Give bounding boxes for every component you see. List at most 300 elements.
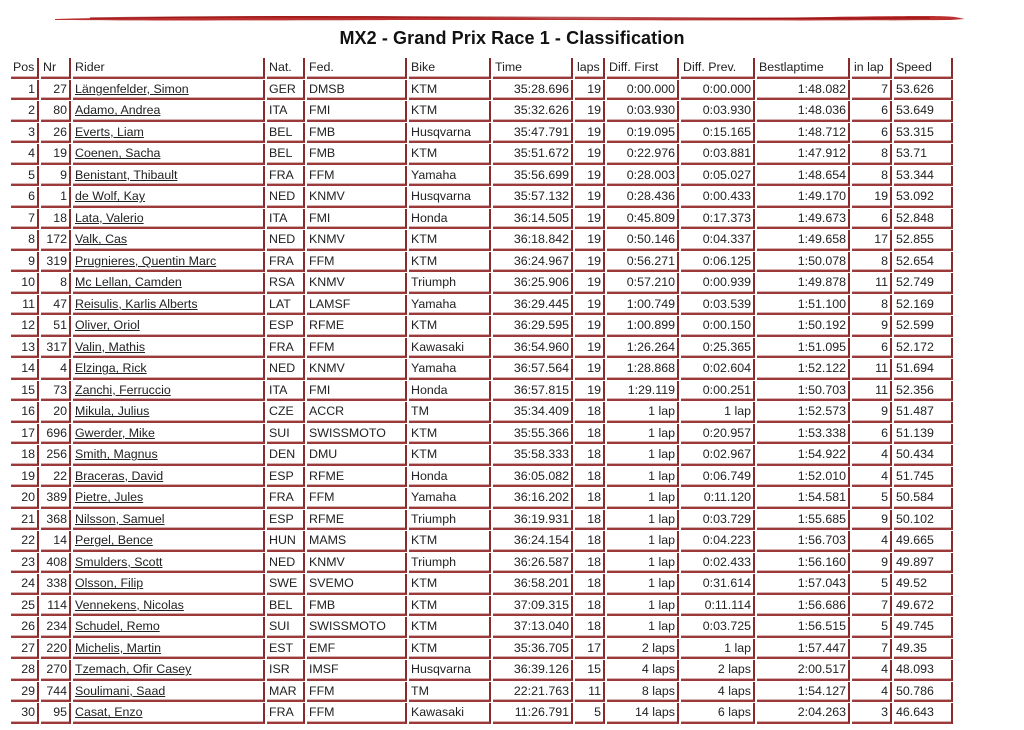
cell-bike: Yamaha [409,359,491,380]
cell-in-lap: 19 [852,187,892,208]
rider-link[interactable]: Smith, Magnus [75,447,158,462]
cell-nr: 4 [41,359,71,380]
cell-pos: 13 [11,338,39,359]
cell-rider [73,596,265,617]
cell-rider [73,80,265,101]
cell-pos: 24 [11,574,39,595]
cell-pos: 15 [11,381,39,402]
cell-laps: 18 [575,424,605,445]
cell-laps: 19 [575,144,605,165]
cell-pos: 9 [11,252,39,273]
cell-bestlaptime: 1:55.685 [757,510,850,531]
cell-bike: Triumph [409,273,491,294]
cell-in-lap: 4 [852,445,892,466]
rider-link[interactable]: Pietre, Jules [75,490,144,505]
cell-diff-first: 1 lap [607,488,679,509]
cell-fed: FMB [307,596,407,617]
cell-laps: 19 [575,123,605,144]
cell-laps: 18 [575,531,605,552]
cell-time: 36:19.931 [493,510,573,531]
cell-bestlaptime: 2:00.517 [757,660,850,681]
table-row [11,596,953,617]
cell-in-lap: 9 [852,316,892,337]
cell-pos: 4 [11,144,39,165]
cell-nat: ITA [267,209,305,230]
cell-bike: Yamaha [409,488,491,509]
cell-diff-first: 1 lap [607,596,679,617]
cell-speed: 50.102 [894,510,953,531]
cell-time: 35:47.791 [493,123,573,144]
cell-diff-prev: 1 lap [681,402,755,423]
cell-in-lap: 4 [852,531,892,552]
cell-speed: 51.694 [894,359,953,380]
cell-in-lap: 6 [852,123,892,144]
cell-rider [73,660,265,681]
cell-nat: GER [267,80,305,101]
cell-speed: 52.169 [894,295,953,316]
cell-nat: ESP [267,467,305,488]
cell-diff-first: 0:56.271 [607,252,679,273]
cell-diff-prev: 0:03.725 [681,617,755,638]
cell-diff-first: 2 laps [607,639,679,660]
cell-diff-prev: 0:00.433 [681,187,755,208]
cell-bike: TM [409,402,491,423]
cell-fed: KNMV [307,187,407,208]
cell-laps: 19 [575,359,605,380]
cell-speed: 53.344 [894,166,953,187]
cell-in-lap: 5 [852,488,892,509]
cell-laps: 19 [575,316,605,337]
rider-link[interactable]: Everts, Liam [75,124,144,139]
cell-bestlaptime: 1:54.581 [757,488,850,509]
cell-pos: 17 [11,424,39,445]
cell-diff-prev: 0:02.604 [681,359,755,380]
cell-pos: 23 [11,553,39,574]
cell-time: 35:32.626 [493,101,573,122]
rider-link[interactable]: Mikula, Julius [75,404,150,419]
cell-bestlaptime: 1:56.160 [757,553,850,574]
cell-in-lap: 8 [852,295,892,316]
cell-time: 36:57.564 [493,359,573,380]
cell-diff-prev: 0:00.000 [681,80,755,101]
rider-link[interactable]: Oliver, Oriol [75,318,140,333]
rider-link[interactable]: Soulimani, Saad [75,683,166,698]
cell-nr: 338 [41,574,71,595]
cell-nr: 172 [41,230,71,251]
cell-bestlaptime: 1:57.447 [757,639,850,660]
table-row [11,639,953,660]
cell-diff-prev: 1 lap [681,639,755,660]
cell-in-lap: 5 [852,617,892,638]
cell-pos: 11 [11,295,39,316]
cell-speed: 53.649 [894,101,953,122]
cell-diff-first: 0:22.976 [607,144,679,165]
cell-laps: 19 [575,166,605,187]
table-row [11,402,953,423]
cell-diff-first: 0:03.930 [607,101,679,122]
cell-nat: MAR [267,682,305,703]
cell-nat: ITA [267,101,305,122]
cell-bestlaptime: 1:50.703 [757,381,850,402]
cell-fed: FFM [307,338,407,359]
cell-nat: ISR [267,660,305,681]
cell-diff-prev: 0:02.433 [681,553,755,574]
cell-rider [73,424,265,445]
rider-link[interactable]: Prugnieres, Quentin Marc [75,253,217,268]
cell-diff-prev: 0:02.967 [681,445,755,466]
cell-fed: FMI [307,101,407,122]
cell-in-lap: 9 [852,510,892,531]
cell-time: 35:55.366 [493,424,573,445]
cell-diff-first: 1 lap [607,617,679,638]
cell-nr: 368 [41,510,71,531]
cell-time: 36:14.505 [493,209,573,230]
cell-time: 36:16.202 [493,488,573,509]
cell-nat: LAT [267,295,305,316]
cell-in-lap: 8 [852,144,892,165]
cell-bestlaptime: 1:54.922 [757,445,850,466]
cell-diff-first: 1 lap [607,510,679,531]
cell-time: 37:13.040 [493,617,573,638]
cell-rider [73,316,265,337]
cell-bestlaptime: 1:52.122 [757,359,850,380]
cell-bike: KTM [409,144,491,165]
cell-bike: TM [409,682,491,703]
table-row [11,531,953,552]
cell-rider [73,166,265,187]
cell-rider [73,144,265,165]
rider-link[interactable]: Coenen, Sacha [75,146,161,161]
rider-link[interactable]: Längenfelder, Simon [75,81,189,96]
cell-time: 35:36.705 [493,639,573,660]
cell-nr: 47 [41,295,71,316]
cell-diff-first: 1 lap [607,424,679,445]
cell-in-lap: 6 [852,209,892,230]
cell-pos: 6 [11,187,39,208]
cell-fed: FMB [307,123,407,144]
cell-diff-prev: 6 laps [681,703,755,724]
cell-nat: RSA [267,273,305,294]
cell-time: 35:57.132 [493,187,573,208]
column-header-nr: Nr [41,58,71,79]
cell-nr: 234 [41,617,71,638]
cell-bike: Triumph [409,553,491,574]
rider-link[interactable]: Braceras, David [75,468,164,483]
table-row [11,574,953,595]
rider-link[interactable]: Benistant, Thibault [75,167,178,182]
cell-diff-prev: 0:00.939 [681,273,755,294]
cell-pos: 14 [11,359,39,380]
cell-nat: BEL [267,596,305,617]
cell-pos: 30 [11,703,39,724]
cell-laps: 5 [575,703,605,724]
cell-bike: KTM [409,574,491,595]
cell-bike: KTM [409,80,491,101]
cell-bike: KTM [409,596,491,617]
cell-time: 22:21.763 [493,682,573,703]
column-header-fed: Fed. [307,58,407,79]
cell-bike: KTM [409,531,491,552]
cell-pos: 27 [11,639,39,660]
cell-nat: ITA [267,381,305,402]
cell-bestlaptime: 1:48.036 [757,101,850,122]
cell-rider [73,703,265,724]
cell-speed: 50.786 [894,682,953,703]
cell-speed: 52.599 [894,316,953,337]
cell-pos: 21 [11,510,39,531]
rider-link[interactable]: de Wolf, Kay [75,189,146,204]
cell-fed: KNMV [307,230,407,251]
cell-rider [73,639,265,660]
cell-nr: 18 [41,209,71,230]
cell-nat: SUI [267,424,305,445]
cell-time: 11:26.791 [493,703,573,724]
cell-diff-prev: 0:05.027 [681,166,755,187]
rider-link[interactable]: Tzemach, Ofir Casey [75,662,192,677]
cell-nr: 220 [41,639,71,660]
cell-fed: RFME [307,510,407,531]
cell-rider [73,402,265,423]
cell-bestlaptime: 1:48.712 [757,123,850,144]
cell-bike: Husqvarna [409,187,491,208]
cell-bike: KTM [409,230,491,251]
cell-bestlaptime: 1:49.673 [757,209,850,230]
cell-in-lap: 11 [852,359,892,380]
rider-link[interactable]: Mc Lellan, Camden [75,275,182,290]
column-header-in-lap: in lap [852,58,892,79]
cell-nr: 14 [41,531,71,552]
cell-nat: FRA [267,252,305,273]
rider-link[interactable]: Zanchi, Ferruccio [75,382,171,397]
table-row [11,123,953,144]
cell-time: 36:18.842 [493,230,573,251]
cell-fed: DMU [307,445,407,466]
rider-link[interactable]: Lata, Valerio [75,210,144,225]
cell-laps: 19 [575,273,605,294]
cell-nr: 80 [41,101,71,122]
table-header-row [11,58,953,79]
cell-nr: 22 [41,467,71,488]
cell-laps: 11 [575,682,605,703]
table-row [11,295,953,316]
cell-time: 35:58.333 [493,445,573,466]
rider-link[interactable]: Valin, Mathis [75,339,146,354]
cell-rider [73,252,265,273]
cell-in-lap: 4 [852,660,892,681]
cell-speed: 52.749 [894,273,953,294]
cell-nr: 319 [41,252,71,273]
cell-laps: 15 [575,660,605,681]
table-row [11,617,953,638]
rider-link[interactable]: Valk, Cas [75,232,128,247]
cell-bike: Yamaha [409,166,491,187]
cell-in-lap: 4 [852,467,892,488]
cell-in-lap: 8 [852,166,892,187]
cell-nat: SUI [267,617,305,638]
cell-fed: FMI [307,381,407,402]
cell-nr: 8 [41,273,71,294]
rider-link[interactable]: Gwerder, Mike [75,425,155,440]
cell-bike: Husqvarna [409,123,491,144]
cell-nr: 19 [41,144,71,165]
cell-nat: DEN [267,445,305,466]
cell-speed: 53.71 [894,144,953,165]
rider-link[interactable]: Casat, Enzo [75,705,143,720]
cell-in-lap: 11 [852,273,892,294]
cell-time: 36:25.906 [493,273,573,294]
cell-fed: ACCR [307,402,407,423]
table-row [11,424,953,445]
cell-fed: EMF [307,639,407,660]
cell-in-lap: 7 [852,639,892,660]
cell-nr: 1 [41,187,71,208]
cell-pos: 12 [11,316,39,337]
cell-nat: SWE [267,574,305,595]
cell-bestlaptime: 1:50.078 [757,252,850,273]
cell-time: 36:05.082 [493,467,573,488]
table-row [11,703,953,724]
rider-link[interactable]: Vennekens, Nicolas [75,597,184,612]
cell-rider [73,209,265,230]
cell-diff-prev: 0:11.120 [681,488,755,509]
cell-laps: 18 [575,402,605,423]
table-row [11,166,953,187]
cell-diff-first: 0:19.095 [607,123,679,144]
cell-bestlaptime: 1:56.515 [757,617,850,638]
cell-diff-first: 1 lap [607,531,679,552]
table-row [11,660,953,681]
table-row [11,209,953,230]
table-row [11,488,953,509]
decorative-brush-stroke [50,12,970,24]
cell-laps: 18 [575,596,605,617]
cell-in-lap: 7 [852,80,892,101]
rider-link[interactable]: Adamo, Andrea [75,103,161,118]
cell-bike: KTM [409,316,491,337]
cell-rider [73,445,265,466]
cell-diff-first: 0:28.436 [607,187,679,208]
cell-diff-first: 4 laps [607,660,679,681]
cell-diff-first: 1:00.899 [607,316,679,337]
cell-nat: HUN [267,531,305,552]
cell-speed: 51.745 [894,467,953,488]
cell-laps: 18 [575,467,605,488]
cell-laps: 18 [575,488,605,509]
cell-time: 36:57.815 [493,381,573,402]
column-header-bike: Bike [409,58,491,79]
cell-pos: 16 [11,402,39,423]
cell-nr: 389 [41,488,71,509]
cell-speed: 49.665 [894,531,953,552]
cell-diff-prev: 0:00.251 [681,381,755,402]
cell-fed: FFM [307,682,407,703]
rider-link[interactable]: Pergel, Bence [75,533,153,548]
table-row [11,338,953,359]
cell-nr: 408 [41,553,71,574]
rider-link[interactable]: Elzinga, Rick [75,361,147,376]
cell-diff-first: 1 lap [607,445,679,466]
cell-speed: 52.855 [894,230,953,251]
cell-fed: MAMS [307,531,407,552]
cell-rider [73,553,265,574]
cell-speed: 46.643 [894,703,953,724]
cell-laps: 19 [575,80,605,101]
cell-rider [73,295,265,316]
cell-rider [73,510,265,531]
cell-diff-first: 1:29.119 [607,381,679,402]
cell-fed: DMSB [307,80,407,101]
table-body [11,80,953,724]
cell-laps: 17 [575,639,605,660]
cell-fed: RFME [307,467,407,488]
cell-diff-prev: 0:00.150 [681,316,755,337]
cell-bestlaptime: 1:52.573 [757,402,850,423]
table-row [11,187,953,208]
rider-link[interactable]: Reisulis, Karlis Alberts [75,296,198,311]
cell-diff-prev: 0:06.125 [681,252,755,273]
table-row [11,682,953,703]
table-row [11,230,953,251]
rider-link[interactable]: Smulders, Scott [75,554,163,569]
cell-diff-prev: 0:03.539 [681,295,755,316]
cell-diff-first: 0:50.146 [607,230,679,251]
cell-in-lap: 17 [852,230,892,251]
rider-link[interactable]: Schudel, Remo [75,619,160,634]
cell-in-lap: 9 [852,402,892,423]
cell-fed: SWISSMOTO [307,617,407,638]
cell-fed: KNMV [307,359,407,380]
cell-speed: 50.584 [894,488,953,509]
cell-time: 36:24.154 [493,531,573,552]
cell-laps: 18 [575,574,605,595]
cell-pos: 22 [11,531,39,552]
cell-pos: 18 [11,445,39,466]
cell-diff-prev: 0:03.930 [681,101,755,122]
cell-bestlaptime: 1:56.686 [757,596,850,617]
cell-rider [73,123,265,144]
table-row [11,80,953,101]
cell-nr: 26 [41,123,71,144]
cell-fed: FMB [307,144,407,165]
cell-rider [73,488,265,509]
rider-link[interactable]: Michelis, Martin [75,640,162,655]
cell-bike: KTM [409,101,491,122]
rider-link[interactable]: Nilsson, Samuel [75,511,165,526]
table-row [11,553,953,574]
cell-nr: 9 [41,166,71,187]
rider-link[interactable]: Olsson, Filip [75,576,144,591]
cell-in-lap: 6 [852,101,892,122]
cell-bestlaptime: 1:51.100 [757,295,850,316]
cell-diff-first: 1 lap [607,402,679,423]
cell-in-lap: 9 [852,553,892,574]
cell-rider [73,617,265,638]
cell-nat: FRA [267,166,305,187]
cell-pos: 7 [11,209,39,230]
cell-fed: FFM [307,166,407,187]
cell-laps: 18 [575,617,605,638]
cell-nr: 744 [41,682,71,703]
cell-in-lap: 4 [852,682,892,703]
cell-diff-prev: 0:06.749 [681,467,755,488]
cell-speed: 53.092 [894,187,953,208]
cell-rider [73,467,265,488]
cell-time: 36:26.587 [493,553,573,574]
column-header-diff-first: Diff. First [607,58,679,79]
cell-bike: KTM [409,639,491,660]
cell-speed: 52.848 [894,209,953,230]
column-header-bestlaptime: Bestlaptime [757,58,850,79]
